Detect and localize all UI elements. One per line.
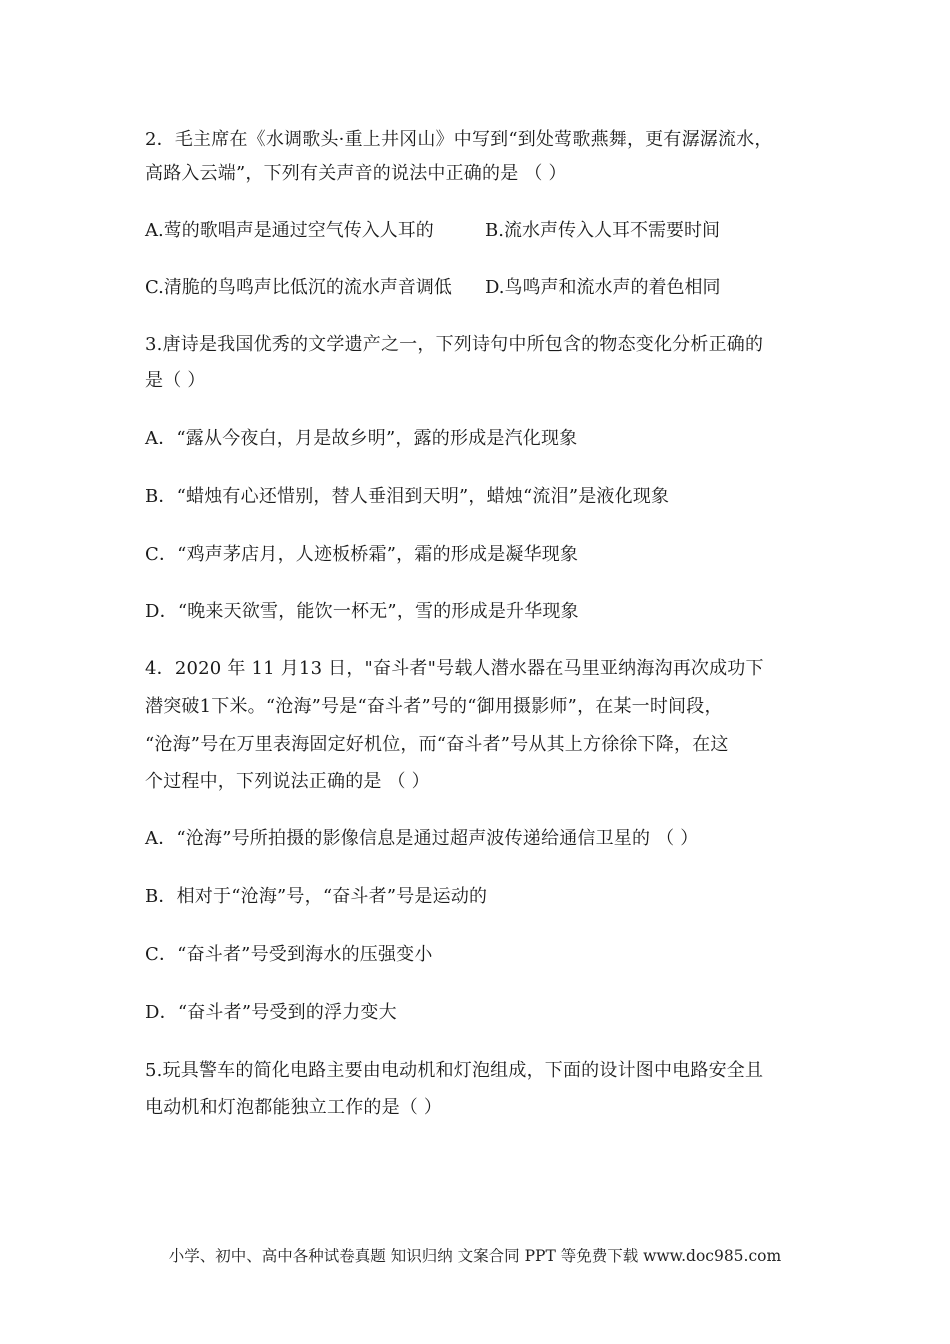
q4-option-a: A．“沧海”号所拍摄的影像信息是通过超声波传递给通信卫星的 （ ）	[145, 828, 699, 849]
q2-option-b: B.流水声传入人耳不需要时间	[485, 220, 720, 241]
q4-stem-line-2: 潜突破1下米。“沧海”号是“奋斗者”号的“御用摄影师”，在某一时间段，	[145, 696, 723, 717]
page-footer: 小学、初中、高中各种试卷真题 知识归纳 文案合同 PPT 等免费下载 www.doc985.com	[168, 1247, 782, 1265]
q4-stem-line-3: “沧海”号在万里表海固定好机位，而“奋斗者”号从其上方徐徐下降，在这	[145, 734, 729, 755]
q4-stem-line-1: 4．2020 年 11 月13 日，"奋斗者"号载人潜水器在马里亚纳海沟再次成功下	[145, 658, 764, 679]
q2-stem-line-2: 高路入云端”，下列有关声音的说法中正确的是 （ ）	[145, 163, 567, 184]
q4-option-d: D．“奋斗者”号受到的浮力变大	[145, 1002, 397, 1023]
q4-option-c: C．“奋斗者”号受到海水的压强变小	[145, 944, 433, 965]
q3-stem-line-1: 3.唐诗是我国优秀的文学遗产之一，下列诗句中所包含的物态变化分析正确的	[145, 334, 764, 355]
q3-option-a: A．“露从今夜白，月是故乡明”，露的形成是汽化现象	[145, 428, 578, 449]
q2-option-c: C.清脆的鸟鸣声比低沉的流水声音调低	[145, 277, 452, 298]
q2-option-d: D.鸟鸣声和流水声的着色相同	[485, 277, 721, 298]
q3-stem-line-2: 是（ ）	[145, 370, 206, 391]
q3-option-d: D．“晚来天欲雪，能饮一杯无”，雪的形成是升华现象	[145, 601, 579, 622]
q2-stem-line-1: 2．毛主席在《水调歌头·重上井冈山》中写到“到处莺歌燕舞，更有潺潺流水，	[145, 129, 773, 150]
q4-option-b: B．相对于“沧海”号，“奋斗者”号是运动的	[145, 886, 488, 907]
q2-option-a: A.莺的歌唱声是通过空气传入人耳的	[145, 220, 434, 241]
q3-option-c: C．“鸡声茅店月，人迹板桥霜”，霜的形成是凝华现象	[145, 544, 579, 565]
q5-stem-line-2: 电动机和灯泡都能独立工作的是（ ）	[145, 1097, 443, 1118]
q4-stem-line-4: 个过程中，下列说法正确的是 （ ）	[145, 771, 430, 792]
q5-stem-line-1: 5.玩具警车的简化电路主要由电动机和灯泡组成，下面的设计图中电路安全且	[145, 1060, 764, 1081]
q3-option-b: B．“蜡烛有心还惜别，替人垂泪到天明”，蜡烛“流泪”是液化现象	[145, 486, 670, 507]
